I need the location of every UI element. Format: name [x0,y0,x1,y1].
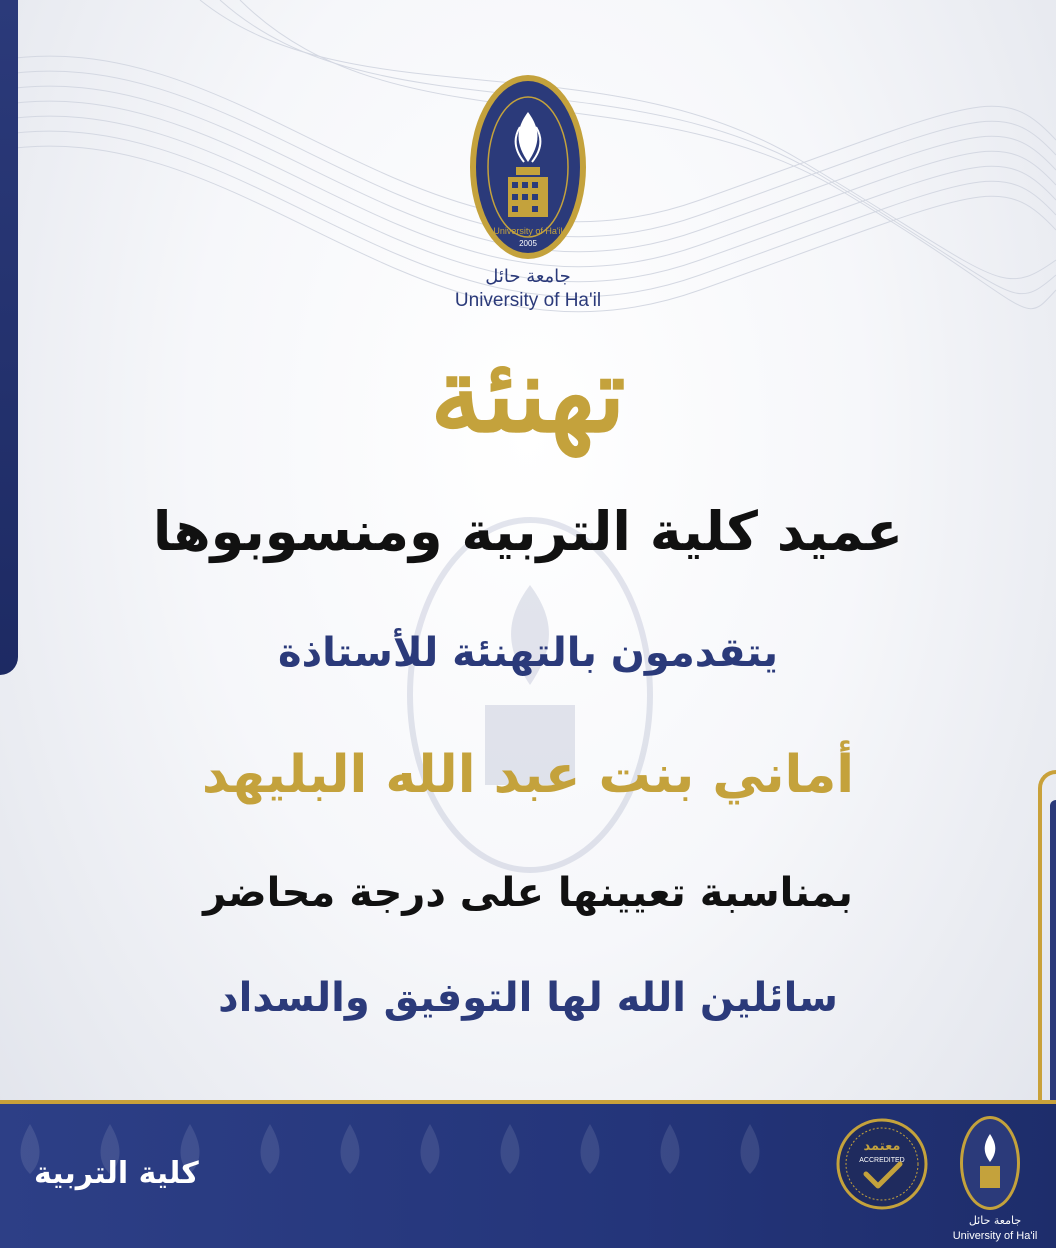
college-name: كلية التربية [34,1156,199,1191]
congratulation-line: يتقدمون بالتهنئة للأستاذة [278,630,778,676]
footer-university-seal-icon [958,1114,1022,1212]
svg-text:2005: 2005 [519,239,537,248]
wishes-line: سائلين الله لها التوفيق والسداد [218,975,838,1021]
congratulations-calligraphy: تهنئة [430,333,626,456]
svg-text:University of Ha'il: University of Ha'il [493,226,563,236]
occasion-line: بمناسبة تعيينها على درجة محاضر [203,870,853,916]
footer-university-name-english: University of Ha'il [952,1230,1038,1242]
seal-watermark [405,515,655,875]
university-name-english: University of Ha'il [454,290,602,311]
sender-line: عميد كلية التربية ومنسوبوها [152,500,904,563]
university-name-arabic: جامعة حائل [485,266,571,287]
right-navy-accent [1050,800,1056,1100]
footer-university-name-arabic: جامعة حائل [968,1214,1022,1227]
recipient-name: أماني بنت عبد الله البليهد [201,745,855,805]
svg-text:معتمد: معتمد [863,1139,901,1154]
accreditation-badge-icon [836,1118,928,1210]
svg-text:ACCREDITED: ACCREDITED [859,1157,905,1164]
university-of-hail-seal-icon [468,72,588,262]
footer-band [0,1100,1056,1248]
